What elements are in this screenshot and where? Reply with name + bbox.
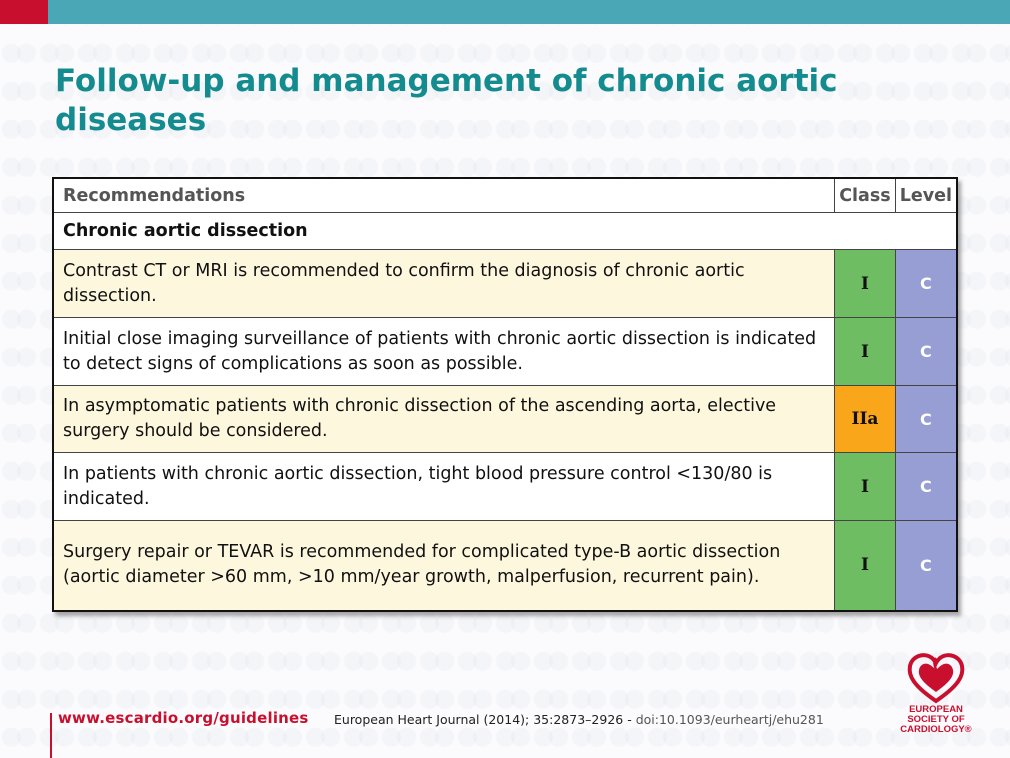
section-title: Chronic aortic dissection: [53, 213, 957, 250]
citation-text: European Heart Journal (2014); 35:2873–2926 -: [334, 712, 632, 727]
recommendation-text: In patients with chronic aortic dissection, tight blood pressure control <130/80 is indicated.: [53, 453, 835, 521]
logo-line-1: EUROPEAN: [909, 704, 963, 715]
header-recommendations: Recommendations: [53, 178, 835, 213]
table-row: [53, 453, 957, 521]
recommendations-table: [52, 177, 958, 612]
recommendation-text: Surgery repair or TEVAR is recommended for complicated type-B aortic dissection (aortic diameter >60 mm, >10 mm/year growth, malperfusion, recurrent pain).: [53, 521, 835, 611]
header-level: Level: [895, 178, 957, 213]
logo-line-2: SOCIETY OF: [907, 714, 965, 725]
table-row: [53, 386, 957, 453]
level-cell: C: [895, 250, 957, 318]
logo-line-3: CARDIOLOGY®: [900, 724, 972, 735]
top-bar-accent: [0, 0, 48, 24]
header-class: Class: [835, 178, 895, 213]
top-bar: [48, 0, 1010, 24]
table-row: [53, 250, 957, 318]
esc-logo-text: [900, 705, 972, 735]
class-cell: I: [835, 453, 895, 521]
table-row: [53, 318, 957, 386]
page-title: Follow-up and management of chronic aortic diseases: [55, 63, 838, 138]
level-cell: C: [895, 521, 957, 611]
class-cell: I: [835, 250, 895, 318]
footer-citation: [334, 712, 824, 727]
recommendation-text: Contrast CT or MRI is recommended to confirm the diagnosis of chronic aortic dissection.: [53, 250, 835, 318]
class-cell: I: [835, 521, 895, 611]
table-row: [53, 521, 957, 611]
class-cell: IIa: [835, 386, 895, 453]
citation-doi: doi:10.1093/eurheartj/ehu281: [635, 712, 824, 727]
footer-divider: [50, 713, 52, 758]
esc-heart-logo-icon: [906, 652, 966, 704]
level-cell: C: [895, 386, 957, 453]
recommendation-text: Initial close imaging surveillance of patients with chronic aortic dissection is indicated to detect signs of complications as soon as possible.: [53, 318, 835, 386]
table-header-row: [53, 178, 957, 213]
class-cell: I: [835, 318, 895, 386]
footer-url-link[interactable]: www.escardio.org/guidelines: [58, 709, 309, 727]
recommendation-text: In asymptomatic patients with chronic dissection of the ascending aorta, elective surgery should be considered.: [53, 386, 835, 453]
esc-logo: [900, 652, 972, 740]
level-cell: C: [895, 318, 957, 386]
section-row: [53, 213, 957, 250]
level-cell: C: [895, 453, 957, 521]
